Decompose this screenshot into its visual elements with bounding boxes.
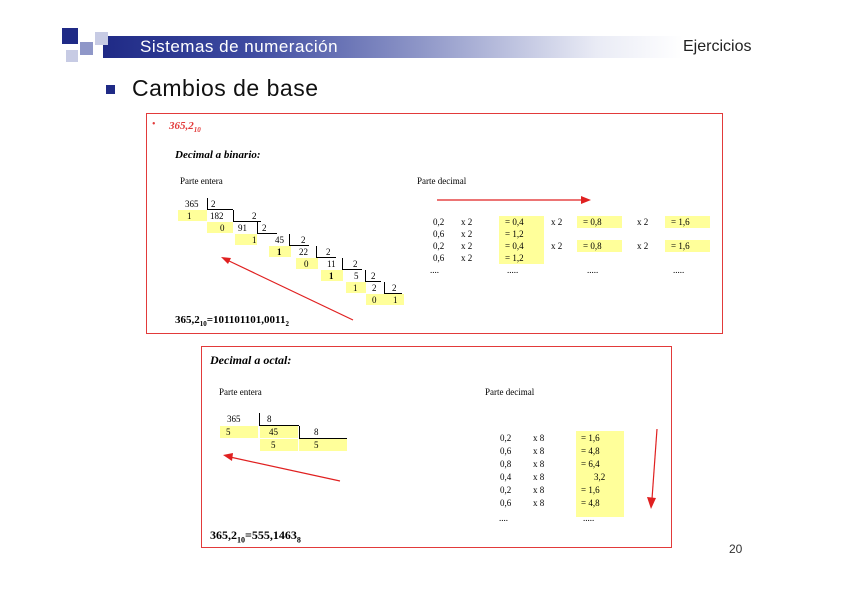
remainder-cell bbox=[260, 439, 298, 451]
div-line bbox=[289, 234, 290, 245]
remainder: 1 bbox=[187, 211, 192, 221]
octal-decimal-label: Parte decimal bbox=[485, 387, 535, 397]
dec-result: = 1,2 bbox=[505, 229, 524, 239]
dec-dots: ..... bbox=[507, 265, 519, 275]
header-logo-square bbox=[95, 32, 108, 45]
remainder: 1 bbox=[353, 283, 358, 293]
quotient: 91 bbox=[238, 223, 247, 233]
div-line bbox=[384, 282, 385, 293]
dec-result: = 4,8 bbox=[581, 446, 600, 456]
div-line bbox=[365, 270, 366, 281]
div-divisor: 2 bbox=[353, 259, 358, 269]
binary-subtitle: Decimal a binario: bbox=[175, 149, 261, 161]
quotient: 45 bbox=[275, 235, 284, 245]
dec-result: = 0,4 bbox=[505, 217, 524, 227]
quotient: 2 bbox=[372, 283, 377, 293]
div-divisor: 2 bbox=[392, 283, 397, 293]
div-divisor: 2 bbox=[301, 235, 306, 245]
remainder: 0 bbox=[220, 223, 225, 233]
div-line bbox=[259, 413, 260, 425]
dec-op: x 8 bbox=[533, 485, 545, 495]
remainder: 5 bbox=[226, 427, 231, 437]
dec-op: x 2 bbox=[461, 253, 473, 263]
remainder: 1 bbox=[329, 271, 334, 281]
binary-result: $365,2_{10}=101101101,0011_2$ bbox=[175, 314, 289, 329]
dec-op: x 2 bbox=[551, 217, 563, 227]
dec-op: x 2 bbox=[637, 217, 649, 227]
octal-subtitle: Decimal a octal: bbox=[210, 353, 292, 367]
page-number: 20 bbox=[729, 542, 743, 556]
dec-result: = 0,8 bbox=[583, 241, 602, 251]
div-divisor: 8 bbox=[314, 427, 319, 437]
arrow-right-icon bbox=[435, 194, 595, 206]
quotient: 5 bbox=[314, 440, 319, 450]
binary-integer-label: Parte entera bbox=[180, 176, 223, 186]
binary-title: $365,2_{10}$ bbox=[169, 120, 201, 135]
remainder: 1 bbox=[277, 247, 282, 257]
quotient: 45 bbox=[269, 427, 278, 437]
dec-op: x 2 bbox=[461, 241, 473, 251]
div-divisor: 2 bbox=[371, 271, 376, 281]
dec-op: x 2 bbox=[637, 241, 649, 251]
dec-result: = 1,6 bbox=[671, 217, 690, 227]
div-divisor: 8 bbox=[267, 414, 272, 424]
div-line bbox=[207, 209, 233, 210]
div-line bbox=[257, 222, 258, 233]
dec-op: x 8 bbox=[533, 446, 545, 456]
header-section: Ejercicios bbox=[683, 38, 752, 55]
octal-box bbox=[201, 346, 672, 548]
heading-bullet bbox=[106, 85, 115, 94]
dec-value: 0,2 bbox=[433, 217, 445, 227]
remainder-cell bbox=[178, 210, 207, 221]
octal-result: $365,2_{10}=555,1463_8$ bbox=[210, 528, 301, 545]
octal-integer-label: Parte entera bbox=[219, 387, 262, 397]
header-logo-square bbox=[62, 28, 78, 44]
header-title: Sistemas de numeración bbox=[140, 37, 339, 56]
dec-result: = 4,8 bbox=[581, 498, 600, 508]
quotient: 22 bbox=[299, 247, 308, 257]
remainder: 0 bbox=[372, 295, 377, 305]
dec-result: = 0,4 bbox=[505, 241, 524, 251]
div-dividend: 365 bbox=[185, 199, 199, 209]
div-dividend: 365 bbox=[227, 414, 241, 424]
div-divisor: 2 bbox=[211, 199, 216, 209]
arrow-down-icon bbox=[644, 427, 664, 511]
dec-dots: ..... bbox=[587, 265, 599, 275]
dec-op: x 2 bbox=[461, 217, 473, 227]
dec-result: = 1,6 bbox=[581, 433, 600, 443]
dec-op: x 2 bbox=[461, 229, 473, 239]
dec-op: x 8 bbox=[533, 459, 545, 469]
arrow-left-icon bbox=[220, 451, 345, 485]
remainder: 1 bbox=[252, 235, 257, 245]
dec-value: 0,6 bbox=[500, 446, 512, 456]
dec-value: 0,6 bbox=[500, 498, 512, 508]
binary-bullet: • bbox=[152, 119, 156, 130]
dec-dots: ..... bbox=[583, 513, 595, 523]
quotient: 1 bbox=[393, 295, 398, 305]
dec-op: x 8 bbox=[533, 472, 545, 482]
header-logo-square bbox=[66, 50, 78, 62]
quotient: 182 bbox=[210, 211, 224, 221]
div-line bbox=[365, 281, 381, 282]
remainder: 5 bbox=[271, 440, 276, 450]
dec-result: = 1,6 bbox=[581, 485, 600, 495]
div-line bbox=[257, 233, 277, 234]
dec-result: = 6,4 bbox=[581, 459, 600, 469]
dec-value: 0,6 bbox=[433, 253, 445, 263]
dec-dots: .... bbox=[430, 265, 439, 275]
dec-op: x 2 bbox=[551, 241, 563, 251]
remainder: 0 bbox=[304, 259, 309, 269]
div-line bbox=[299, 426, 300, 438]
div-divisor: 2 bbox=[262, 223, 267, 233]
dec-value: 0,4 bbox=[500, 472, 512, 482]
dec-op: x 8 bbox=[533, 433, 545, 443]
slide-heading: Cambios de base bbox=[132, 75, 319, 101]
quotient: 11 bbox=[327, 259, 336, 269]
dec-value: 0,6 bbox=[433, 229, 445, 239]
div-divisor: 2 bbox=[326, 247, 331, 257]
dec-dots: ..... bbox=[673, 265, 685, 275]
binary-box bbox=[146, 113, 723, 334]
header-logo-square bbox=[80, 42, 93, 55]
binary-decimal-label: Parte decimal bbox=[417, 176, 467, 186]
dec-result: = 1,2 bbox=[505, 253, 524, 263]
quotient-cell bbox=[299, 439, 347, 451]
dec-value: 0,2 bbox=[433, 241, 445, 251]
quotient-cell bbox=[260, 426, 298, 438]
dec-op: x 8 bbox=[533, 498, 545, 508]
dec-result: = 1,6 bbox=[671, 241, 690, 251]
dec-value: 0,2 bbox=[500, 485, 512, 495]
div-divisor: 2 bbox=[252, 211, 257, 221]
dec-result: = 0,8 bbox=[583, 217, 602, 227]
div-line bbox=[207, 198, 208, 209]
quotient: 5 bbox=[354, 271, 359, 281]
div-line bbox=[289, 245, 309, 246]
div-line bbox=[233, 210, 234, 221]
dec-dots: .... bbox=[499, 513, 508, 523]
dec-value: 0,8 bbox=[500, 459, 512, 469]
dec-value: 0,2 bbox=[500, 433, 512, 443]
dec-result: 3,2 bbox=[594, 472, 606, 482]
